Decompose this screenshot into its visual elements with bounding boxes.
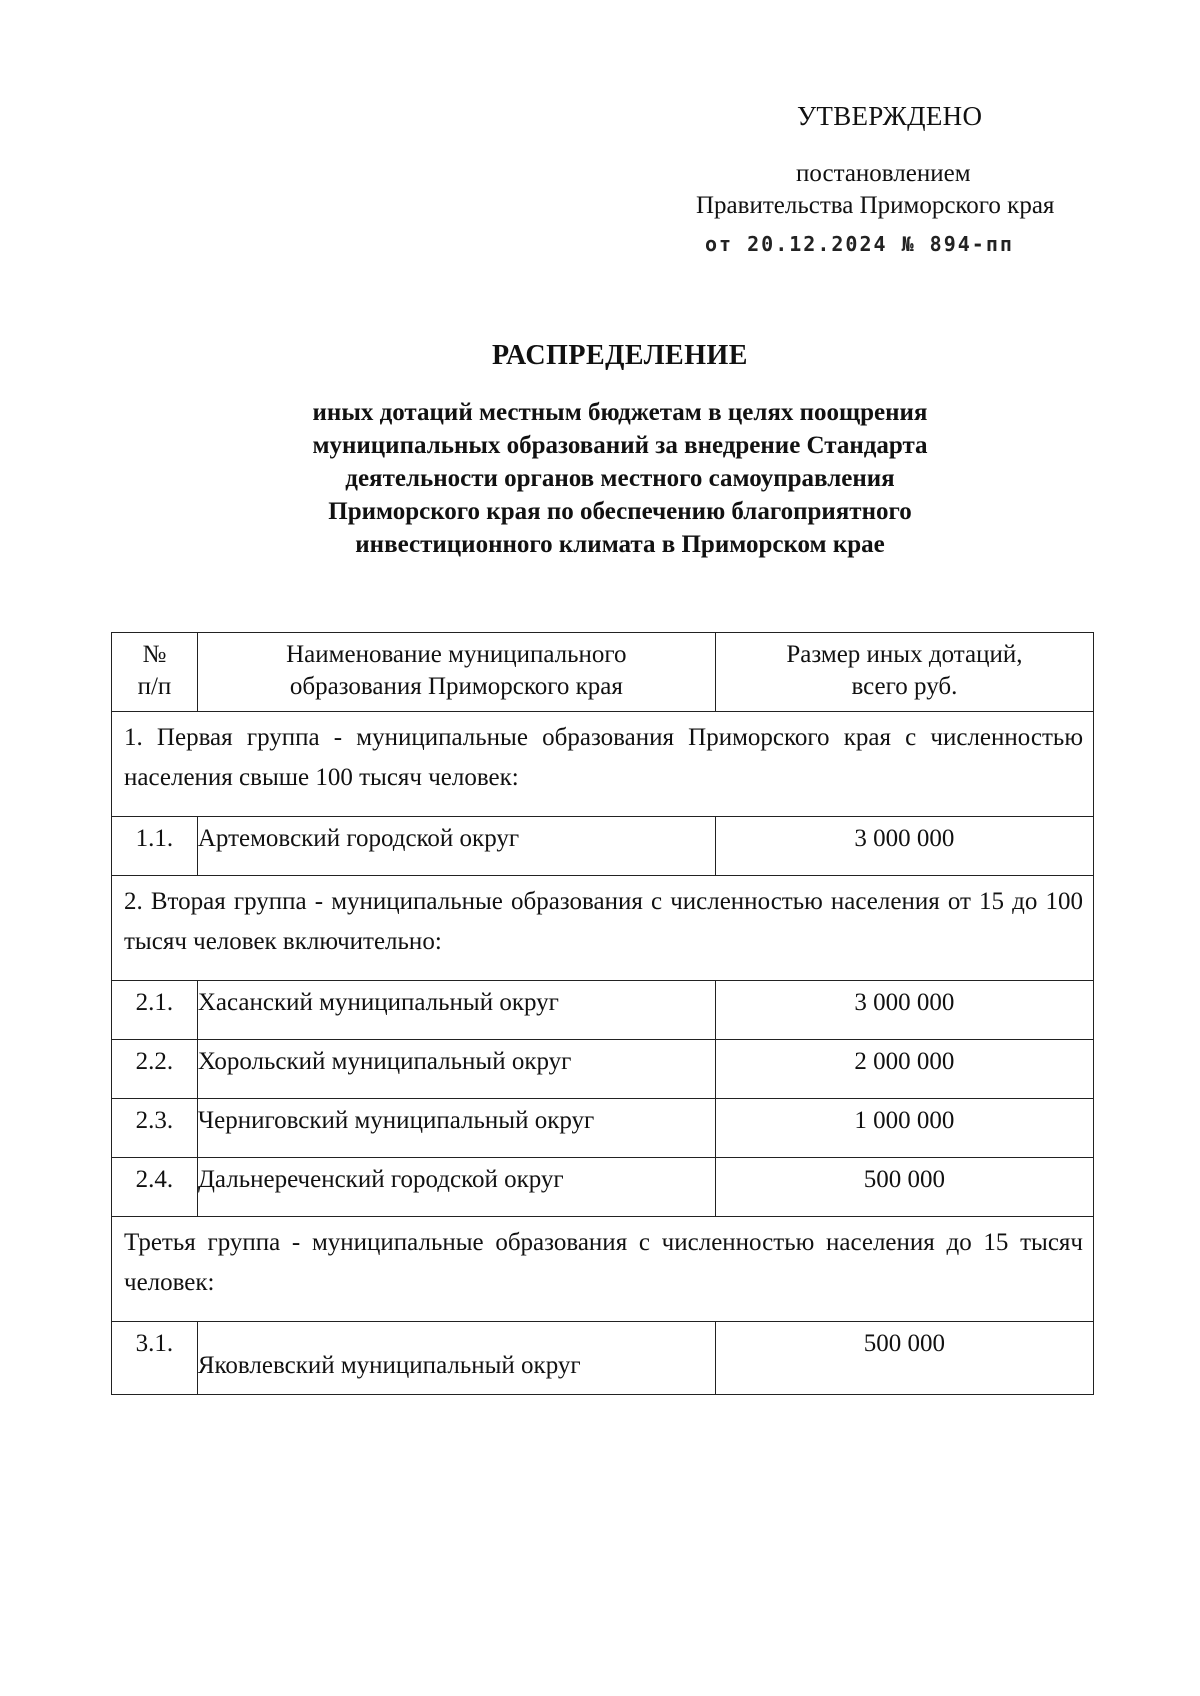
approval-resolution-line: постановлением xyxy=(796,160,971,187)
header-amount-line: Размер иных дотаций, xyxy=(786,641,1023,668)
row-number: 1.1. xyxy=(112,817,198,876)
row-name: Дальнереченский городской округ xyxy=(197,1158,715,1217)
row-number: 2.1. xyxy=(112,981,198,1040)
approval-block xyxy=(690,100,1110,222)
row-amount: 3 000 000 xyxy=(715,817,1093,876)
header-amount-line: всего руб. xyxy=(851,673,958,700)
header-number-line: № xyxy=(142,641,167,668)
row-number: 2.3. xyxy=(112,1099,198,1158)
approval-government-line: Правительства Приморского края xyxy=(696,192,1055,219)
table-row xyxy=(112,1158,1094,1217)
row-amount: 3 000 000 xyxy=(715,981,1093,1040)
approved-heading: УТВЕРЖДЕНО xyxy=(797,101,983,131)
table-row xyxy=(112,1040,1094,1099)
row-amount: 2 000 000 xyxy=(715,1040,1093,1099)
group-title: 1. Первая группа - муниципальные образования Приморского края с численностью населения свыше 100 тысяч человек: xyxy=(112,712,1094,817)
group-row xyxy=(112,712,1094,817)
row-name: Артемовский городской округ xyxy=(197,817,715,876)
row-amount: 500 000 xyxy=(715,1322,1093,1395)
row-name: Черниговский муниципальный округ xyxy=(197,1099,715,1158)
subtitle-line: иных дотаций местным бюджетам в целях поощрения xyxy=(312,399,928,426)
header-number-line: п/п xyxy=(137,673,172,700)
table-row xyxy=(112,1322,1094,1395)
table-row xyxy=(112,817,1094,876)
distribution-table xyxy=(111,632,1094,1395)
document-subtitle xyxy=(0,396,1200,561)
header-name xyxy=(197,633,715,712)
header-number xyxy=(112,633,198,712)
row-number: 2.2. xyxy=(112,1040,198,1099)
header-name-line: Наименование муниципального xyxy=(286,641,627,668)
group-row xyxy=(112,1217,1094,1322)
header-amount xyxy=(715,633,1093,712)
table-row xyxy=(112,1099,1094,1158)
row-number: 3.1. xyxy=(112,1322,198,1395)
subtitle-line: Приморского края по обеспечению благоприятного xyxy=(328,498,912,525)
subtitle-line: инвестиционного климата в Приморском крае xyxy=(355,531,885,558)
group-title: 2. Вторая группа - муниципальные образования с численностью населения от 15 до 100 тысяч человек включительно: xyxy=(112,876,1094,981)
approval-date-number: от 20.12.2024 № 894-пп xyxy=(705,232,1014,256)
row-amount: 500 000 xyxy=(715,1158,1093,1217)
subtitle-line: муниципальных образований за внедрение Стандарта xyxy=(312,432,928,459)
table-header-row xyxy=(112,633,1094,712)
document-title: РАСПРЕДЕЛЕНИЕ xyxy=(492,340,748,371)
group-title: Третья группа - муниципальные образования с численностью населения до 15 тысяч человек: xyxy=(112,1217,1094,1322)
row-number: 2.4. xyxy=(112,1158,198,1217)
header-name-line: образования Приморского края xyxy=(289,673,623,700)
row-name: Хасанский муниципальный округ xyxy=(197,981,715,1040)
row-name: Яковлевский муниципальный округ xyxy=(197,1322,715,1395)
row-amount: 1 000 000 xyxy=(715,1099,1093,1158)
table-row xyxy=(112,981,1094,1040)
group-row xyxy=(112,876,1094,981)
row-name: Хорольский муниципальный округ xyxy=(197,1040,715,1099)
subtitle-line: деятельности органов местного самоуправления xyxy=(345,465,895,492)
